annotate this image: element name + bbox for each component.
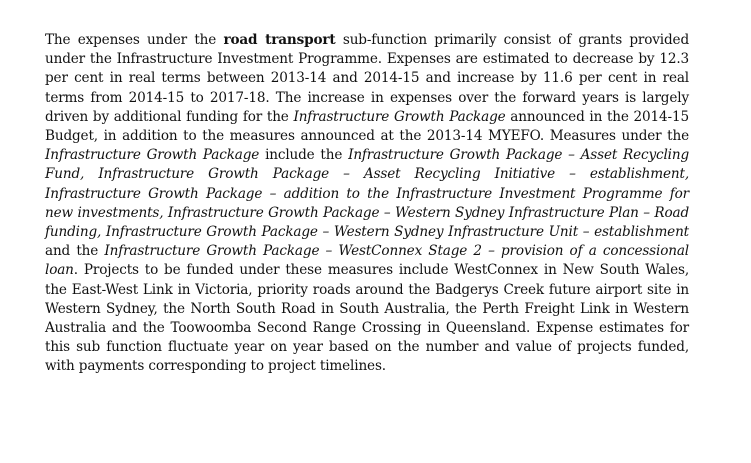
italic-term: Infrastructure Growth Package – WestConnex Stage 2 – provision of a concessional loan xyxy=(45,243,689,279)
text-segment: . Projects to be funded under these measures include WestConnex in New South Wales, the East-West Link in Victoria, priority roads around the Badgerys Creek future airport site in Western Sydney, the North South Road in South Australia, the Perth Freight Link in Western Australia and the Toowoomba Second Range Crossing in Queensland. Expense estimates for this sub function fluctuate year on year based on the number and value of projects funded, with payments corresponding to project timelines. xyxy=(45,262,689,375)
italic-term: Infrastructure Growth Package xyxy=(293,108,506,125)
text-segment: include the xyxy=(259,147,349,164)
text-segment: sub-function primarily consist of grants provided under the Infrastructure Investment Programme. Expenses are estimated to decrease by 12.3 per cent in real terms between 2013-14 and 2014-15 and increase by 11.6 per cent in real terms from 2014-15 to 2017-18. The increase in expenses over the forward years is largely driven by additional funding for the xyxy=(45,32,689,125)
italic-term: Infrastructure Growth Package xyxy=(45,147,260,164)
text-segment: and the xyxy=(45,243,105,260)
text-segment: announced in the 2014-15 Budget, in addition to the measures announced at the 2013-14 MYEFO. Measures under the xyxy=(45,108,689,145)
road-transport-paragraph xyxy=(45,31,689,377)
text-segment: The expenses under the xyxy=(45,32,224,48)
bold-term-road-transport: road transport xyxy=(223,32,336,48)
italic-measures-list: Infrastructure Growth Package – Asset Recycling Fund, Infrastructure Growth Package – Asset Recycling Initiative – establishment, Infrastructure Growth Package – addition to the Infrastructure Investment Programme for new investments, Infrastructure Growth Package – Western Sydney Infrastructure Plan – Road funding, Infrastructure Growth Package – Western Sydney Infrastructure Unit – establishment xyxy=(45,147,690,241)
